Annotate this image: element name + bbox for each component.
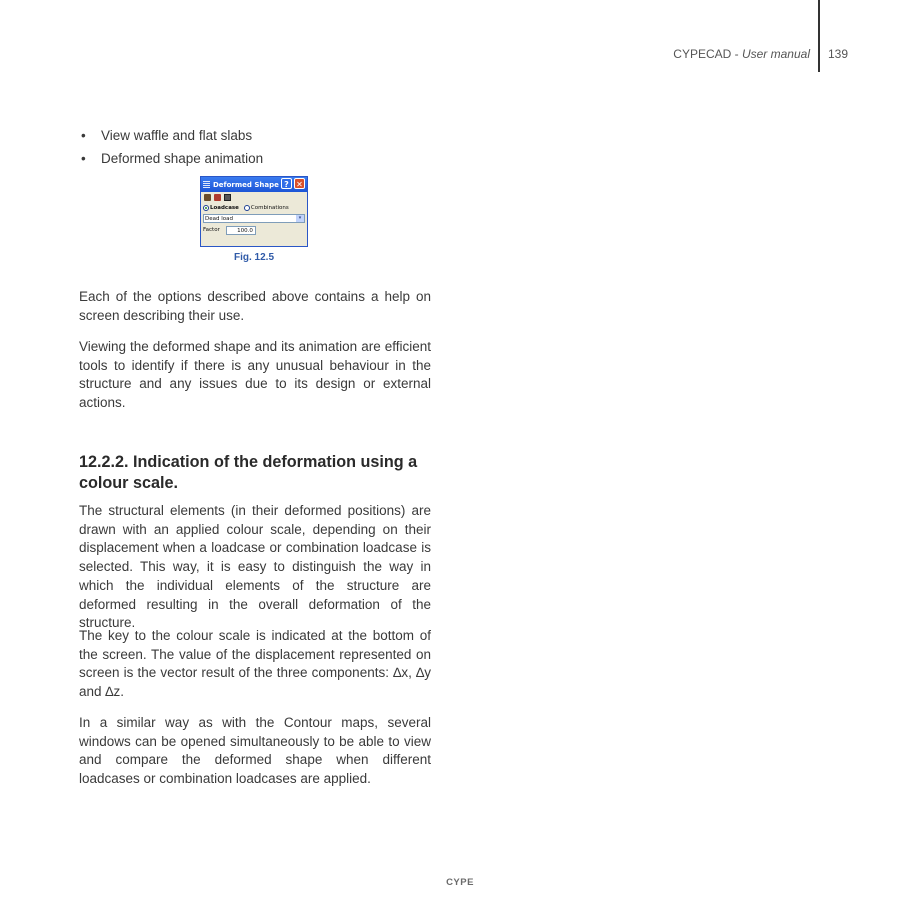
close-button[interactable]: ✕ (294, 178, 305, 189)
dialog-titlebar[interactable] (201, 177, 307, 192)
animation-tool-icon[interactable] (214, 194, 221, 201)
paragraph-help: Each of the options described above contains a help on screen describing their use. (79, 289, 431, 323)
dialog-toolbar (201, 192, 307, 202)
loadcase-radio[interactable] (203, 205, 239, 211)
factor-label: Factor (203, 227, 220, 233)
display-tool-icon[interactable] (224, 194, 231, 201)
paragraph-deformed-shape: Viewing the deformed shape and its animation are efficient tools to identify if there is any unusual behaviour in the structure and any issues due to its design or external actions. (79, 339, 431, 411)
loadcase-select[interactable] (203, 214, 305, 223)
paragraph-key: The key to the colour scale is indicated at the bottom of the screen. The value of the displacement represented on screen is the vector result of the three components: ∆x, ∆y and ∆z. (79, 628, 431, 700)
case-type-radios (201, 202, 307, 213)
factor-row (201, 224, 307, 236)
window-menu-icon[interactable] (203, 181, 210, 189)
figure-caption: Fig. 12.5 (233, 252, 274, 263)
bullet-item: • Deformed shape animation (79, 147, 439, 170)
paragraph-windows: In a similar way as with the Contour maps, several windows can be opened simultaneously to be able to view and compare the deformed shape when different loadcases or combination loadcases are applied. (79, 715, 431, 787)
bullet-item: • View waffle and flat slabs (79, 124, 439, 147)
header-manual-title: User manual (741, 47, 810, 61)
combinations-radio[interactable] (244, 205, 289, 211)
page-footer: CYPE (446, 877, 474, 888)
help-button[interactable]: ? (281, 178, 292, 189)
deformed-shape-dialog (200, 176, 308, 247)
chevron-down-icon[interactable]: ▾ (296, 215, 304, 222)
radio-unselected-icon (244, 205, 250, 211)
header-app-name: CYPECAD - (673, 47, 742, 61)
page-number: 139 (828, 47, 849, 61)
combinations-radio-label: Combinations (250, 204, 289, 211)
factor-input[interactable]: 100.0 (226, 226, 256, 235)
loadcase-radio-label: Loadcase (210, 204, 239, 211)
running-header (673, 47, 810, 61)
loadcase-select-value: Dead load (205, 216, 233, 222)
radio-selected-icon (203, 205, 209, 211)
dialog-title: Deformed Shape (213, 180, 279, 189)
header-divider (818, 0, 820, 72)
options-tool-icon[interactable] (204, 194, 211, 201)
paragraph-colour-scale: The structural elements (in their deformed positions) are drawn with an applied colour scale, depending on their displacement when a loadcase or combination loadcase is selected. This way, it is easy to distinguish the way in which the individual elements of the structure are deformed resulting in the overall deformation of the structure. (79, 503, 431, 631)
bullet-list (79, 124, 439, 170)
section-heading: 12.2.2. Indication of the deformation using a colour scale. (79, 453, 418, 492)
